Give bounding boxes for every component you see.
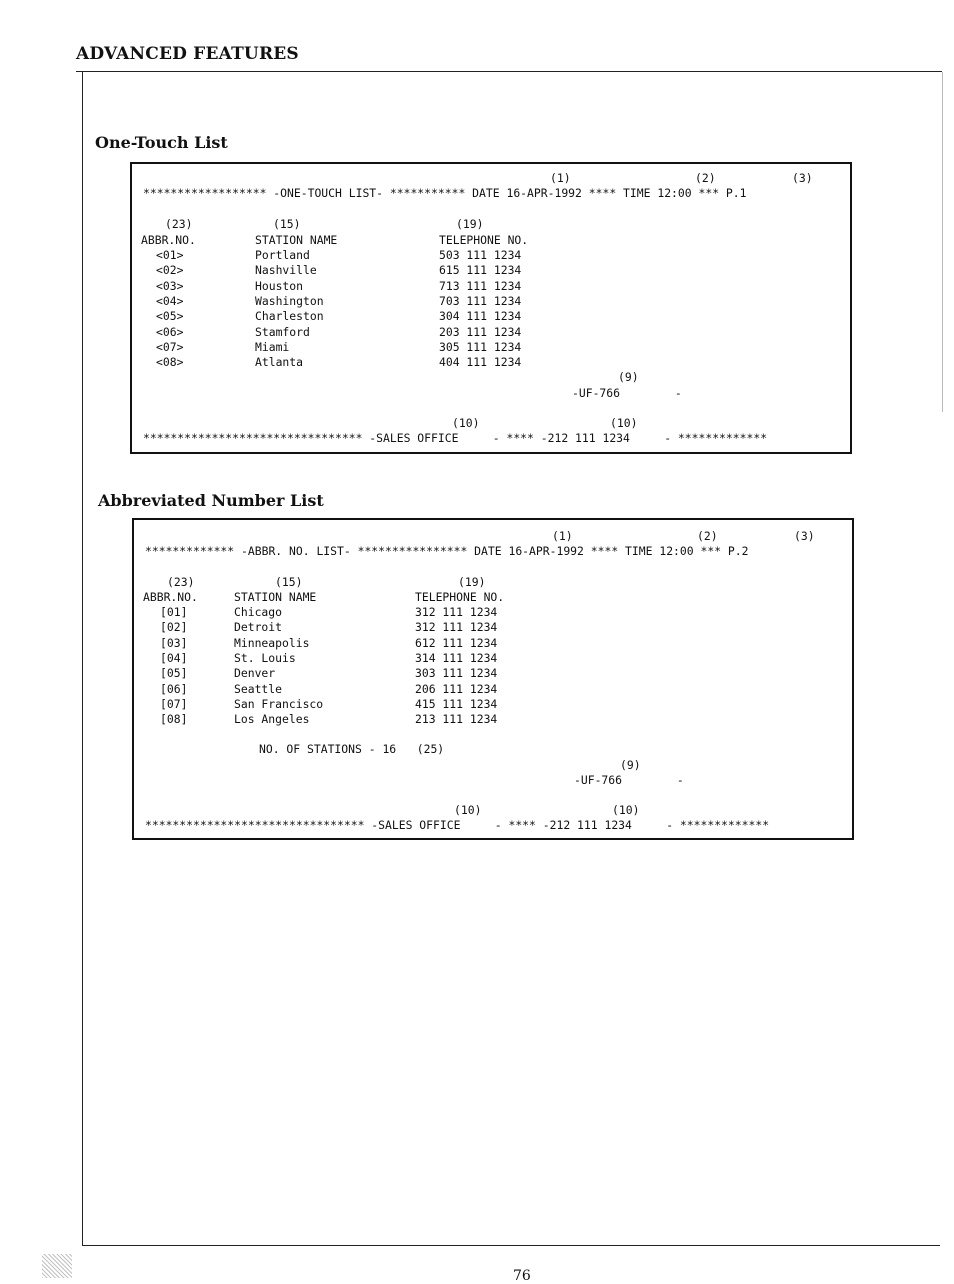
callout-23: (23) bbox=[165, 217, 193, 231]
row-phone: 312 111 1234 bbox=[415, 620, 498, 635]
row-station: Nashville bbox=[255, 263, 317, 278]
row-phone: 206 111 1234 bbox=[415, 681, 498, 696]
report-footer-line: ******************************** -SALES OFFICE - **** -212 111 1234 - ************* bbox=[143, 431, 768, 445]
callout-10-a: (10) bbox=[454, 803, 482, 817]
row-abbr: [05] bbox=[160, 666, 188, 681]
callout-9: (9) bbox=[620, 758, 641, 772]
row-abbr: <03> bbox=[156, 278, 184, 293]
frame-left-rule bbox=[82, 72, 83, 1246]
row-phone: 213 111 1234 bbox=[415, 712, 498, 727]
page-number: 76 bbox=[513, 1268, 531, 1284]
row-phone: 314 111 1234 bbox=[415, 650, 498, 665]
callout-19: (19) bbox=[456, 217, 484, 231]
callout-2: (2) bbox=[695, 171, 716, 185]
row-abbr: <05> bbox=[156, 309, 184, 324]
frame-top-rule bbox=[76, 71, 942, 72]
column-header-phone: TELEPHONE NO. bbox=[439, 233, 529, 247]
abbr-report bbox=[132, 518, 854, 840]
row-station: Washington bbox=[255, 293, 324, 308]
row-phone: 615 111 1234 bbox=[439, 263, 522, 278]
row-abbr: [01] bbox=[160, 605, 188, 619]
column-header-station: STATION NAME bbox=[255, 233, 338, 247]
scan-artifact bbox=[42, 1254, 72, 1278]
callout-1: (1) bbox=[550, 171, 571, 185]
row-station: Atlanta bbox=[255, 355, 304, 370]
callout-1: (1) bbox=[552, 529, 573, 543]
row-station: Chicago bbox=[234, 605, 283, 619]
one-touch-report bbox=[130, 162, 852, 454]
row-phone: 304 111 1234 bbox=[439, 309, 522, 324]
row-station: St. Louis bbox=[234, 650, 296, 665]
row-station: Los Angeles bbox=[234, 712, 310, 727]
row-abbr: [02] bbox=[160, 620, 188, 635]
row-phone: 203 111 1234 bbox=[439, 324, 522, 339]
row-abbr: <07> bbox=[156, 339, 184, 354]
abbr-list-title: Abbreviated Number List bbox=[98, 491, 324, 510]
callout-9: (9) bbox=[618, 370, 639, 384]
row-phone: 415 111 1234 bbox=[415, 696, 498, 711]
frame-bottom-rule bbox=[82, 1245, 940, 1246]
row-phone: 612 111 1234 bbox=[415, 635, 498, 650]
row-station: Stamford bbox=[255, 324, 310, 339]
row-phone: 503 111 1234 bbox=[439, 248, 522, 262]
row-abbr: [03] bbox=[160, 635, 188, 650]
model-line: -UF-766 - bbox=[572, 386, 682, 400]
row-phone: 312 111 1234 bbox=[415, 605, 498, 619]
row-abbr: [04] bbox=[160, 650, 188, 665]
row-abbr: <04> bbox=[156, 293, 184, 308]
row-abbr: <01> bbox=[156, 248, 184, 262]
model-line: -UF-766 - bbox=[574, 773, 684, 787]
row-station: Denver bbox=[234, 666, 276, 681]
report-footer-line: ******************************** -SALES OFFICE - **** -212 111 1234 - ************* bbox=[145, 818, 770, 832]
column-header-phone: TELEPHONE NO. bbox=[415, 590, 505, 604]
row-abbr: [06] bbox=[160, 681, 188, 696]
page-header: ADVANCED FEATURES bbox=[76, 44, 299, 64]
report-header-line: ************* -ABBR. NO. LIST- **************** DATE 16-APR-1992 **** TIME 12:00 *** P.2 bbox=[145, 544, 749, 558]
row-station: Charleston bbox=[255, 309, 324, 324]
row-abbr: [07] bbox=[160, 696, 188, 711]
column-header-station: STATION NAME bbox=[234, 590, 317, 604]
callout-2: (2) bbox=[697, 529, 718, 543]
callout-10-b: (10) bbox=[610, 416, 638, 430]
row-abbr: <08> bbox=[156, 355, 184, 370]
callout-15: (15) bbox=[273, 217, 301, 231]
callout-23: (23) bbox=[167, 575, 195, 589]
stations-count-line: NO. OF STATIONS - 16 (25) bbox=[259, 742, 445, 756]
row-station: Detroit bbox=[234, 620, 283, 635]
row-station: Miami bbox=[255, 339, 290, 354]
report-header-line: ****************** -ONE-TOUCH LIST- *********** DATE 16-APR-1992 **** TIME 12:00 *** P.1 bbox=[143, 186, 747, 200]
row-station: Houston bbox=[255, 278, 304, 293]
callout-19: (19) bbox=[458, 575, 486, 589]
one-touch-list-title: One-Touch List bbox=[95, 133, 228, 152]
callout-15: (15) bbox=[275, 575, 303, 589]
callout-10-b: (10) bbox=[612, 803, 640, 817]
row-abbr: <02> bbox=[156, 263, 184, 278]
row-phone: 303 111 1234 bbox=[415, 666, 498, 681]
row-phone: 404 111 1234 bbox=[439, 355, 522, 370]
callout-3: (3) bbox=[794, 529, 815, 543]
row-phone: 713 111 1234 bbox=[439, 278, 522, 293]
row-phone: 305 111 1234 bbox=[439, 339, 522, 354]
row-station: Seattle bbox=[234, 681, 283, 696]
callout-3: (3) bbox=[792, 171, 813, 185]
row-station: Minneapolis bbox=[234, 635, 310, 650]
column-header-abbr: ABBR.NO. bbox=[143, 590, 198, 604]
frame-right-rule bbox=[942, 72, 943, 412]
row-phone: 703 111 1234 bbox=[439, 293, 522, 308]
callout-10-a: (10) bbox=[452, 416, 480, 430]
row-station: San Francisco bbox=[234, 696, 324, 711]
row-abbr: [08] bbox=[160, 712, 188, 727]
row-abbr: <06> bbox=[156, 324, 184, 339]
row-station: Portland bbox=[255, 248, 310, 262]
column-header-abbr: ABBR.NO. bbox=[141, 233, 196, 247]
